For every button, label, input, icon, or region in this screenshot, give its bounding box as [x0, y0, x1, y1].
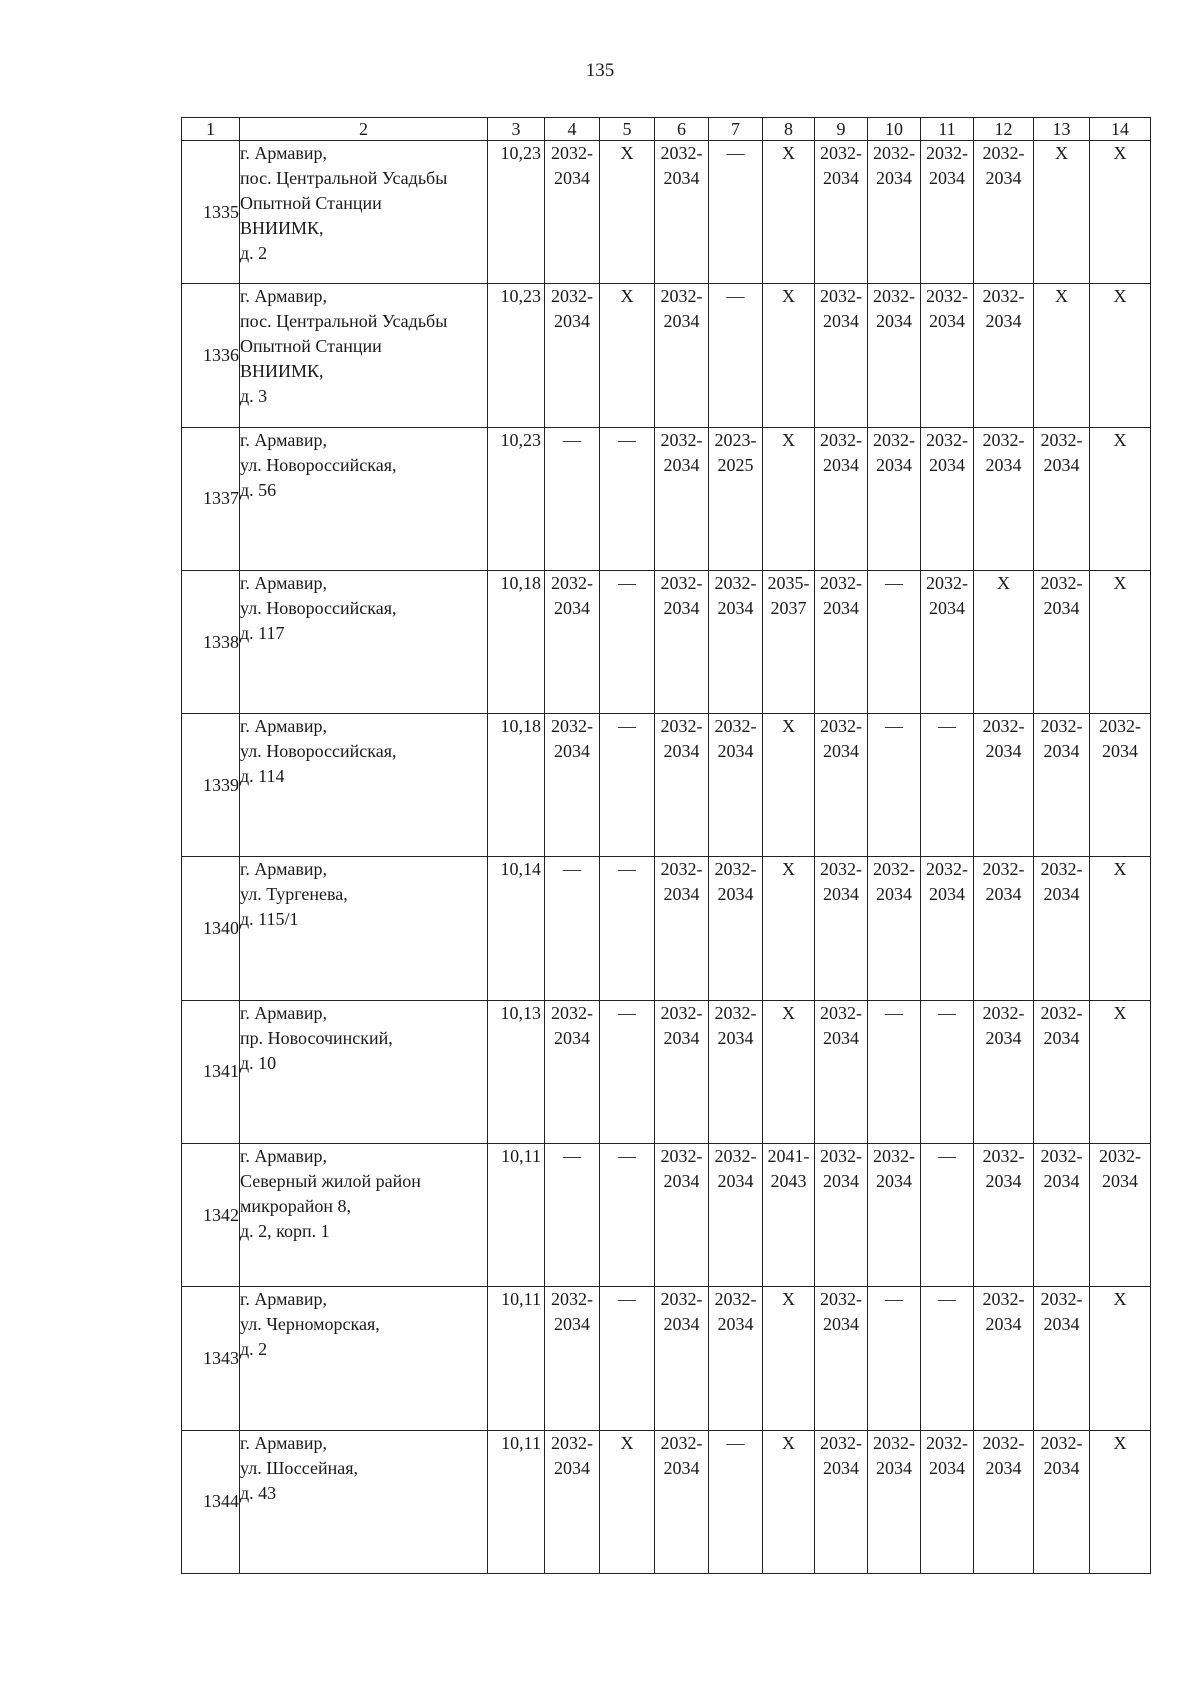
- address-line: ул. Новороссийская,: [240, 597, 397, 618]
- address-line: пос. Центральной Усадьбы: [240, 168, 448, 188]
- address-line: ВНИИМК,: [240, 361, 324, 382]
- row-number: 1335: [182, 141, 240, 284]
- value-cell-col-3: 10,23: [488, 141, 545, 284]
- page-number: 135: [585, 60, 615, 81]
- row-number: 1343: [182, 1287, 240, 1430]
- column-number-header: [182, 118, 1151, 141]
- value-cell-col-8: 2035- 2037: [763, 570, 815, 713]
- value-cell-col-4: 2032- 2034: [545, 141, 600, 284]
- address-line: д. 43: [240, 1482, 277, 1503]
- value-cell-col-13: 2032- 2034: [1034, 1000, 1090, 1143]
- address-line: ул. Тургенева,: [240, 884, 348, 905]
- value-cell-col-3: 10,18: [488, 570, 545, 713]
- column-header: 1: [182, 118, 240, 141]
- column-header: 13: [1034, 118, 1090, 141]
- value-cell-col-9: 2032- 2034: [815, 1000, 868, 1143]
- value-cell-col-10: 2032- 2034: [868, 857, 921, 1000]
- value-cell-col-14: X: [1090, 141, 1151, 284]
- column-header: 10: [868, 118, 921, 141]
- value-cell-col-12: 2032- 2034: [974, 1144, 1034, 1287]
- table-row: [182, 1000, 1151, 1143]
- value-cell-col-6: 2032- 2034: [655, 1430, 709, 1573]
- row-number: 1336: [182, 284, 240, 427]
- column-header: 8: [763, 118, 815, 141]
- value-cell-col-8: X: [763, 427, 815, 570]
- value-cell-col-5: —: [600, 1287, 655, 1430]
- row-number: 1337: [182, 427, 240, 570]
- value-cell-col-6: 2032- 2034: [655, 714, 709, 857]
- column-header: 9: [815, 118, 868, 141]
- value-cell-col-6: 2032- 2034: [655, 141, 709, 284]
- column-header: 2: [240, 118, 488, 141]
- value-cell-col-12: 2032- 2034: [974, 1000, 1034, 1143]
- column-header: 11: [921, 118, 974, 141]
- value-cell-col-12: 2032- 2034: [974, 284, 1034, 427]
- value-cell-col-4: —: [545, 1144, 600, 1287]
- table-row: [182, 1287, 1151, 1430]
- value-cell-col-6: 2032- 2034: [655, 857, 709, 1000]
- value-cell-col-9: 2032- 2034: [815, 427, 868, 570]
- value-cell-col-4: 2032- 2034: [545, 1287, 600, 1430]
- row-number: 1344: [182, 1430, 240, 1573]
- address-line: микрорайон 8,: [240, 1196, 352, 1217]
- address-cell: [240, 427, 488, 570]
- value-cell-col-3: 10,11: [488, 1144, 545, 1287]
- value-cell-col-12: 2032- 2034: [974, 857, 1034, 1000]
- table-row: [182, 857, 1151, 1000]
- column-header: 4: [545, 118, 600, 141]
- value-cell-col-10: —: [868, 1287, 921, 1430]
- column-header: 6: [655, 118, 709, 141]
- value-cell-col-12: 2032- 2034: [974, 714, 1034, 857]
- value-cell-col-10: 2032- 2034: [868, 1144, 921, 1287]
- value-cell-col-4: 2032- 2034: [545, 1430, 600, 1573]
- value-cell-col-3: 10,13: [488, 1000, 545, 1143]
- table-row: [182, 141, 1151, 284]
- value-cell-col-3: 10,11: [488, 1430, 545, 1573]
- value-cell-col-14: 2032- 2034: [1090, 714, 1151, 857]
- value-cell-col-13: X: [1034, 141, 1090, 284]
- value-cell-col-5: —: [600, 1000, 655, 1143]
- value-cell-col-5: X: [600, 284, 655, 427]
- value-cell-col-8: 2041- 2043: [763, 1144, 815, 1287]
- value-cell-col-3: 10,23: [488, 427, 545, 570]
- value-cell-col-13: X: [1034, 284, 1090, 427]
- value-cell-col-11: —: [921, 1000, 974, 1143]
- value-cell-col-5: —: [600, 1144, 655, 1287]
- address-cell: [240, 1000, 488, 1143]
- row-number: 1340: [182, 857, 240, 1000]
- value-cell-col-14: X: [1090, 284, 1151, 427]
- value-cell-col-8: X: [763, 1000, 815, 1143]
- address-line: д. 3: [240, 386, 268, 407]
- value-cell-col-7: 2032- 2034: [709, 857, 763, 1000]
- address-line: ВНИИМК,: [240, 218, 324, 238]
- value-cell-col-9: 2032- 2034: [815, 1287, 868, 1430]
- value-cell-col-13: 2032- 2034: [1034, 857, 1090, 1000]
- table-row: [182, 1144, 1151, 1287]
- value-cell-col-6: 2032- 2034: [655, 570, 709, 713]
- table-row: [182, 570, 1151, 713]
- value-cell-col-11: 2032- 2034: [921, 141, 974, 284]
- address-line: г. Армавир,: [240, 1146, 327, 1167]
- value-cell-col-6: 2032- 2034: [655, 427, 709, 570]
- address-line: д. 2: [240, 243, 268, 263]
- value-cell-col-5: —: [600, 427, 655, 570]
- value-cell-col-7: —: [709, 1430, 763, 1573]
- value-cell-col-14: 2032- 2034: [1090, 1144, 1151, 1287]
- address-cell: [240, 1144, 488, 1287]
- value-cell-col-8: X: [763, 714, 815, 857]
- address-line: д. 10: [240, 1052, 277, 1073]
- value-cell-col-13: 2032- 2034: [1034, 1287, 1090, 1430]
- value-cell-col-3: 10,23: [488, 284, 545, 427]
- value-cell-col-3: 10,11: [488, 1287, 545, 1430]
- value-cell-col-10: 2032- 2034: [868, 284, 921, 427]
- row-number: 1342: [182, 1144, 240, 1287]
- address-line: д. 2: [240, 1339, 268, 1360]
- value-cell-col-6: 2032- 2034: [655, 1287, 709, 1430]
- row-number: 1341: [182, 1000, 240, 1143]
- value-cell-col-8: X: [763, 857, 815, 1000]
- value-cell-col-12: X: [974, 570, 1034, 713]
- value-cell-col-11: 2032- 2034: [921, 427, 974, 570]
- value-cell-col-7: 2032- 2034: [709, 1144, 763, 1287]
- value-cell-col-9: 2032- 2034: [815, 714, 868, 857]
- value-cell-col-7: —: [709, 284, 763, 427]
- value-cell-col-12: 2032- 2034: [974, 1430, 1034, 1573]
- value-cell-col-7: 2032- 2034: [709, 714, 763, 857]
- address-line: ул. Шоссейная,: [240, 1457, 359, 1478]
- address-line: г. Армавир,: [240, 286, 327, 307]
- value-cell-col-12: 2032- 2034: [974, 427, 1034, 570]
- address-line: д. 56: [240, 479, 277, 500]
- table-body: [182, 141, 1151, 1574]
- value-cell-col-11: 2032- 2034: [921, 570, 974, 713]
- address-cell: [240, 714, 488, 857]
- value-cell-col-14: X: [1090, 1430, 1151, 1573]
- address-line: г. Армавир,: [240, 859, 327, 880]
- value-cell-col-7: 2023- 2025: [709, 427, 763, 570]
- value-cell-col-13: 2032- 2034: [1034, 570, 1090, 713]
- table-row: [182, 714, 1151, 857]
- address-cell: [240, 1430, 488, 1573]
- value-cell-col-11: 2032- 2034: [921, 284, 974, 427]
- address-line: г. Армавир,: [240, 1432, 327, 1453]
- value-cell-col-4: 2032- 2034: [545, 714, 600, 857]
- address-line: г. Армавир,: [240, 143, 327, 163]
- address-line: ул. Новороссийская,: [240, 454, 397, 475]
- value-cell-col-14: X: [1090, 857, 1151, 1000]
- value-cell-col-5: —: [600, 857, 655, 1000]
- value-cell-col-9: 2032- 2034: [815, 1144, 868, 1287]
- value-cell-col-14: X: [1090, 1287, 1151, 1430]
- address-line: г. Армавир,: [240, 1289, 327, 1310]
- address-cell: [240, 141, 488, 284]
- column-header: 5: [600, 118, 655, 141]
- column-header: 14: [1090, 118, 1151, 141]
- address-line: д. 115/1: [240, 909, 299, 930]
- address-line: пр. Новосочинский,: [240, 1027, 393, 1048]
- housing-register-table: [181, 117, 1151, 1574]
- table-row: [182, 284, 1151, 427]
- value-cell-col-6: 2032- 2034: [655, 1000, 709, 1143]
- value-cell-col-11: —: [921, 714, 974, 857]
- value-cell-col-7: 2032- 2034: [709, 1000, 763, 1143]
- value-cell-col-9: 2032- 2034: [815, 857, 868, 1000]
- value-cell-col-7: —: [709, 141, 763, 284]
- value-cell-col-5: X: [600, 141, 655, 284]
- value-cell-col-10: —: [868, 570, 921, 713]
- value-cell-col-11: —: [921, 1144, 974, 1287]
- value-cell-col-10: —: [868, 1000, 921, 1143]
- value-cell-col-8: X: [763, 141, 815, 284]
- table-row: [182, 1430, 1151, 1573]
- address-line: д. 117: [240, 622, 285, 643]
- value-cell-col-10: 2032- 2034: [868, 427, 921, 570]
- row-number: 1339: [182, 714, 240, 857]
- value-cell-col-8: X: [763, 1287, 815, 1430]
- address-line: Опытной Станции: [240, 193, 382, 213]
- address-line: г. Армавир,: [240, 572, 327, 593]
- value-cell-col-11: —: [921, 1287, 974, 1430]
- value-cell-col-6: 2032- 2034: [655, 1144, 709, 1287]
- value-cell-col-9: 2032- 2034: [815, 1430, 868, 1573]
- value-cell-col-4: 2032- 2034: [545, 1000, 600, 1143]
- value-cell-col-14: X: [1090, 1000, 1151, 1143]
- value-cell-col-9: 2032- 2034: [815, 284, 868, 427]
- value-cell-col-12: 2032- 2034: [974, 1287, 1034, 1430]
- value-cell-col-8: X: [763, 1430, 815, 1573]
- value-cell-col-7: 2032- 2034: [709, 1287, 763, 1430]
- value-cell-col-6: 2032- 2034: [655, 284, 709, 427]
- value-cell-col-10: 2032- 2034: [868, 141, 921, 284]
- value-cell-col-10: —: [868, 714, 921, 857]
- column-header: 7: [709, 118, 763, 141]
- value-cell-col-5: —: [600, 570, 655, 713]
- value-cell-col-14: X: [1090, 427, 1151, 570]
- address-line: пос. Центральной Усадьбы: [240, 311, 448, 332]
- value-cell-col-9: 2032- 2034: [815, 570, 868, 713]
- value-cell-col-13: 2032- 2034: [1034, 1430, 1090, 1573]
- address-line: г. Армавир,: [240, 429, 327, 450]
- column-header: 12: [974, 118, 1034, 141]
- address-line: г. Армавир,: [240, 1002, 327, 1023]
- value-cell-col-5: X: [600, 1430, 655, 1573]
- address-line: г. Армавир,: [240, 716, 327, 737]
- value-cell-col-13: 2032- 2034: [1034, 714, 1090, 857]
- value-cell-col-12: 2032- 2034: [974, 141, 1034, 284]
- value-cell-col-11: 2032- 2034: [921, 1430, 974, 1573]
- address-cell: [240, 857, 488, 1000]
- address-line: д. 114: [240, 766, 285, 787]
- address-line: Опытной Станции: [240, 336, 382, 357]
- address-line: ул. Черноморская,: [240, 1314, 380, 1335]
- address-cell: [240, 1287, 488, 1430]
- value-cell-col-4: —: [545, 427, 600, 570]
- value-cell-col-9: 2032- 2034: [815, 141, 868, 284]
- address-line: д. 2, корп. 1: [240, 1221, 330, 1242]
- row-number: 1338: [182, 570, 240, 713]
- column-header: 3: [488, 118, 545, 141]
- value-cell-col-11: 2032- 2034: [921, 857, 974, 1000]
- value-cell-col-4: 2032- 2034: [545, 284, 600, 427]
- address-cell: [240, 570, 488, 713]
- value-cell-col-13: 2032- 2034: [1034, 1144, 1090, 1287]
- address-line: ул. Новороссийская,: [240, 741, 397, 762]
- value-cell-col-4: 2032- 2034: [545, 570, 600, 713]
- value-cell-col-14: X: [1090, 570, 1151, 713]
- value-cell-col-4: —: [545, 857, 600, 1000]
- value-cell-col-3: 10,18: [488, 714, 545, 857]
- value-cell-col-8: X: [763, 284, 815, 427]
- address-line: Северный жилой район: [240, 1171, 421, 1192]
- value-cell-col-7: 2032- 2034: [709, 570, 763, 713]
- value-cell-col-13: 2032- 2034: [1034, 427, 1090, 570]
- address-cell: [240, 284, 488, 427]
- value-cell-col-3: 10,14: [488, 857, 545, 1000]
- value-cell-col-5: —: [600, 714, 655, 857]
- value-cell-col-10: 2032- 2034: [868, 1430, 921, 1573]
- table-row: [182, 427, 1151, 570]
